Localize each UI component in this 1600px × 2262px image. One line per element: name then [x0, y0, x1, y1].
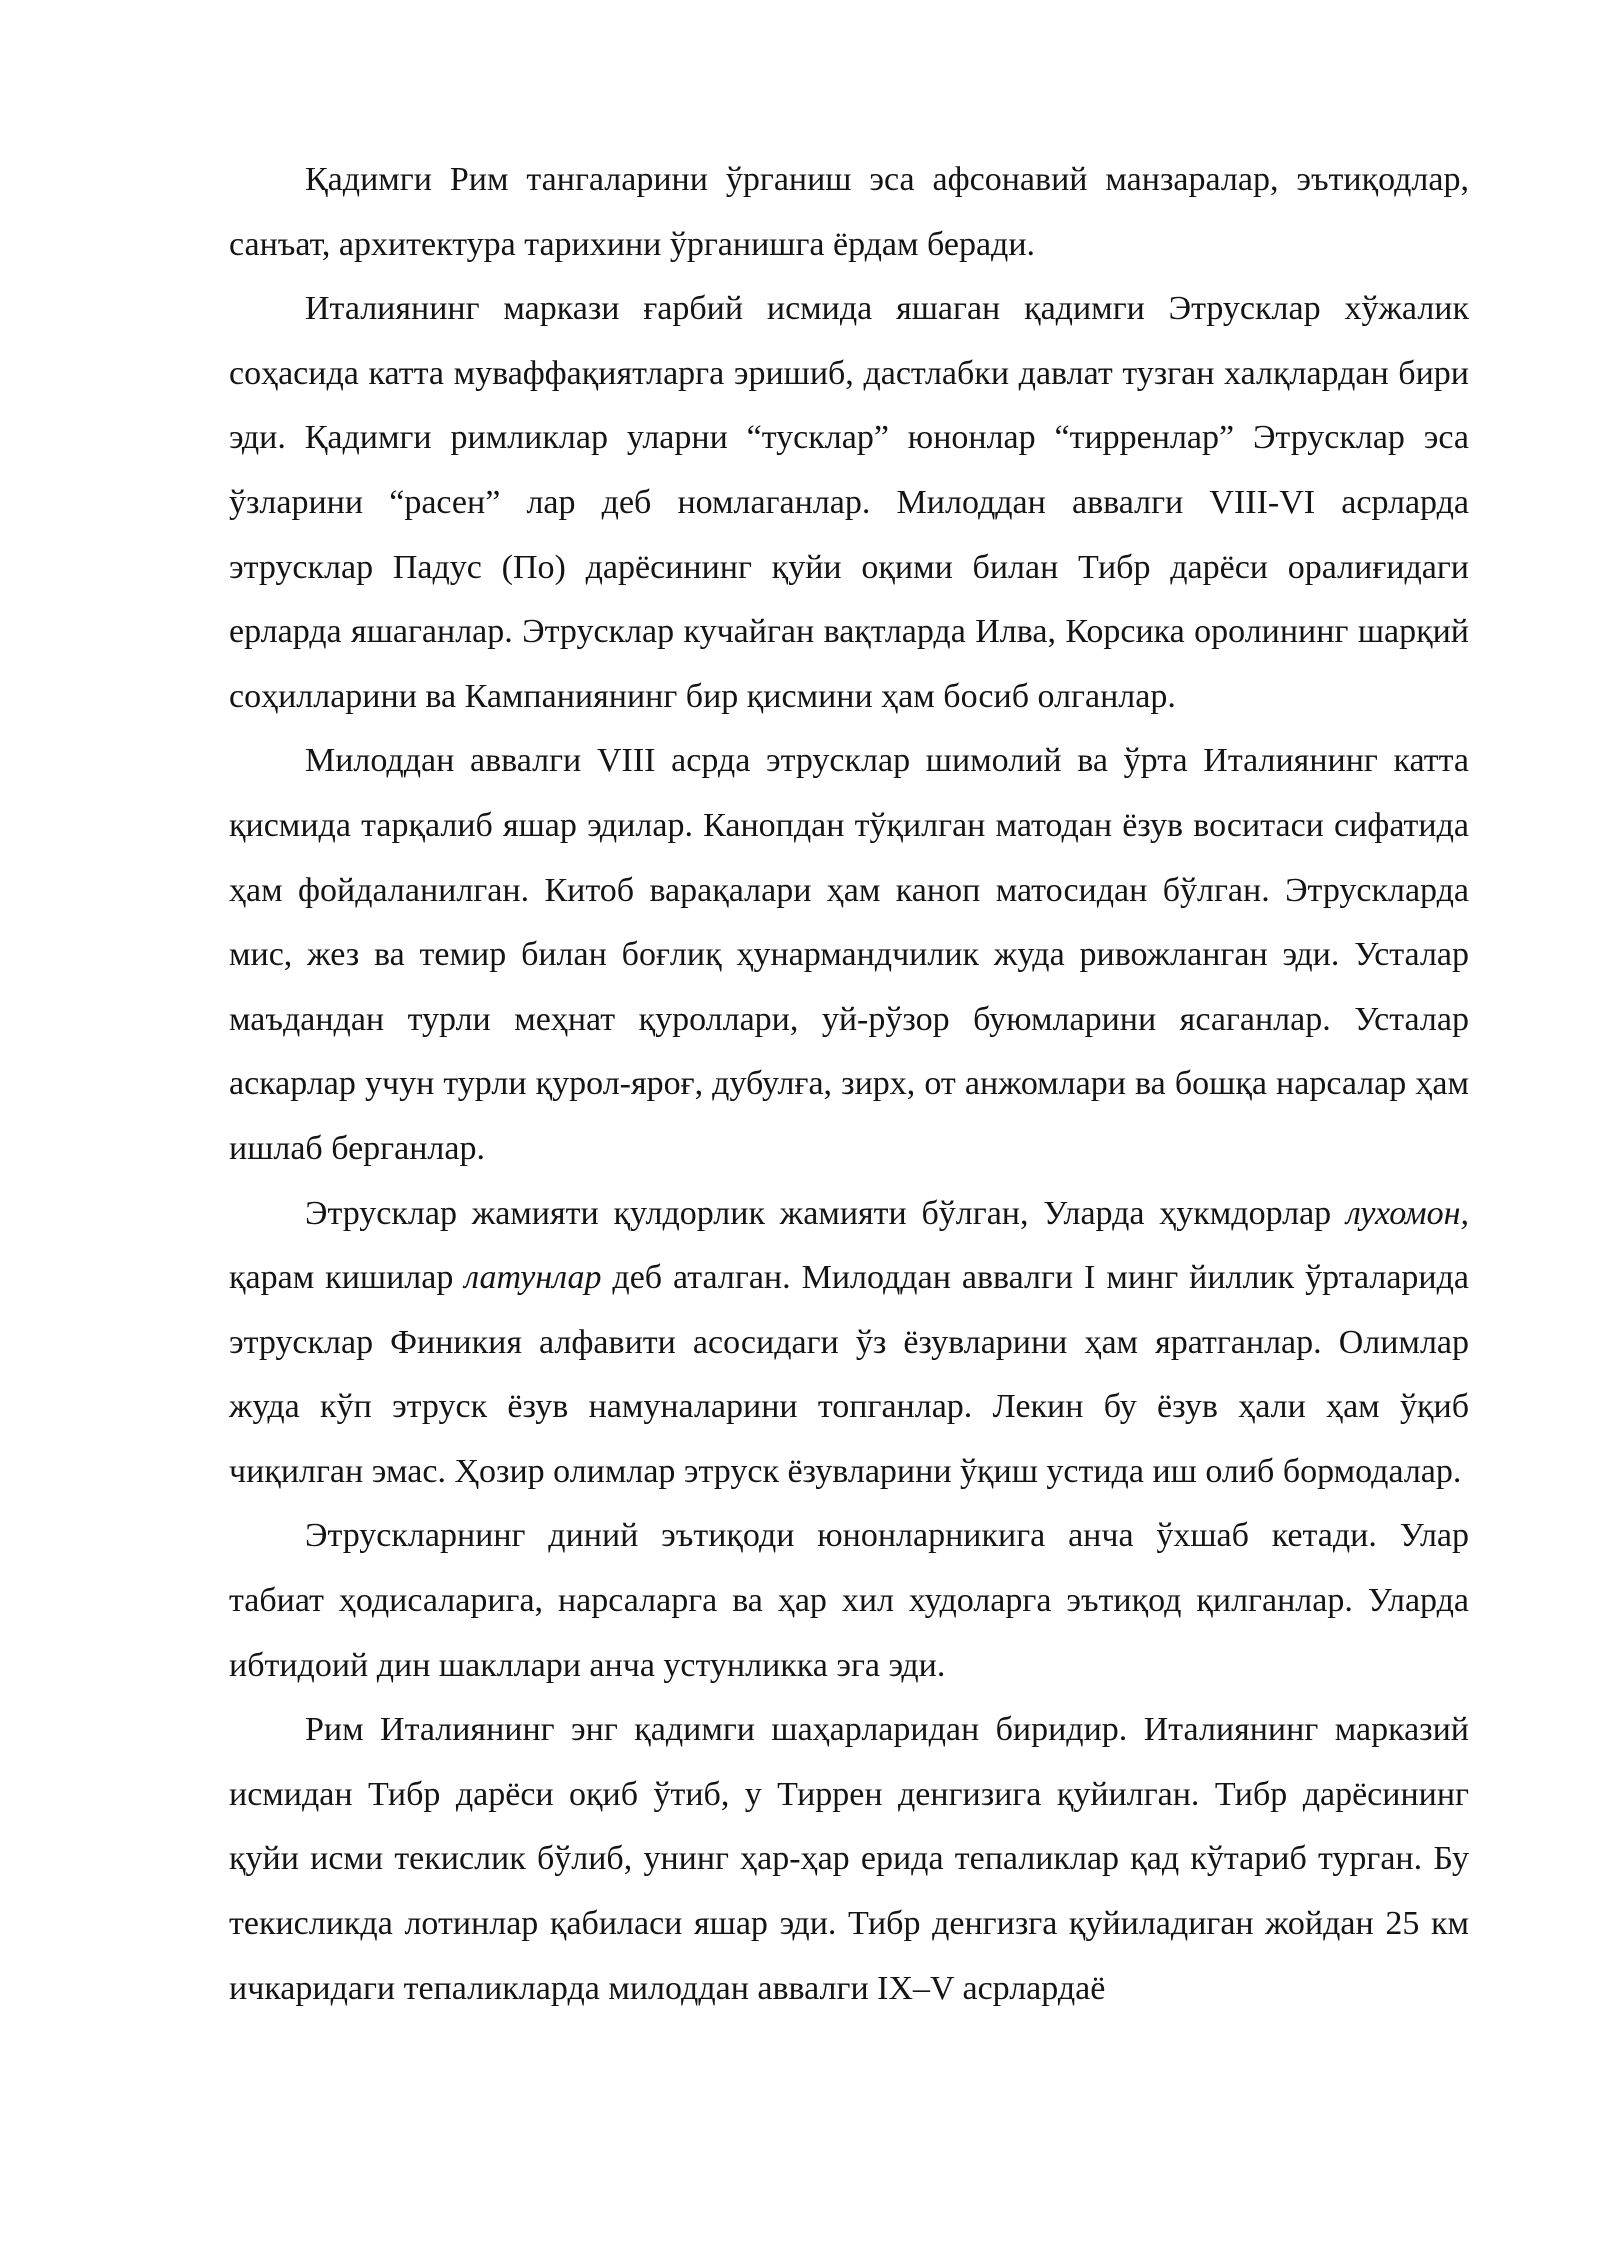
paragraph-3 — [229, 729, 1469, 1181]
paragraph-2 — [229, 277, 1469, 729]
paragraph-text: Қадимги Рим тангаларини ўрганиш эса афсонавий манзаралар, эътиқодлар, санъат, архитектура тарихини ўрганишга ёрдам беради. — [229, 161, 1469, 263]
paragraph-4 — [229, 1182, 1469, 1505]
paragraph-text: Этрускларнинг диний эътиқоди юнонларникига анча ўхшаб кетади. Улар табиат ҳодисаларига, нарсаларга ва ҳар хил худоларга эътиқод қилганлар. Уларда ибтидоий дин шакллари анча устунликка эга эди. — [229, 1517, 1469, 1684]
paragraph-text: Рим Италиянинг энг қадимги шаҳарларидан биридир. Италиянинг марказий исмидан Тибр дарёси оқиб ўтиб, у Тиррен денгизига қуйилган. Тибр дарёсининг қуйи исми текислик бўлиб, унинг ҳар-ҳар ерида тепаликлар қад кўтариб турган. Бу текисликда лотинлар қабиласи яшар эди. Тибр денгизга қуйиладиган жойдан 25 км ичкаридаги тепаликларда милоддан аввалги IX–V асрлардаё — [229, 1711, 1469, 2007]
document-page — [229, 148, 1469, 2021]
paragraph-text: Италиянинг маркази ғарбий исмида яшаган қадимги Этрусклар хўжалик соҳасида катта муваффақиятларга эришиб, дастлабки давлат тузган халқлардан бири эди. Қадимги римликлар уларни “тусклар” юнонлар “тирренлар” Этрусклар эса ўзларини “расен” лар деб номлаганлар. Милоддан аввалги VIII-VI асрларда этрусклар Падус (По) дарёсининг қуйи оқими билан Тибр дарёси оралиғидаги ерларда яшаганлар. Этрусклар кучайган вақтларда Илва, Корсика оролининг шарқий соҳилларини ва Кампаниянинг бир қисмини ҳам босиб олганлар. — [229, 290, 1469, 715]
italic-term-latunlar: латунлар — [464, 1259, 602, 1297]
paragraph-text: деб аталган. Милоддан аввалги I минг йиллик ўрталарида этрусклар Финикия алфавити асосидаги ўз ёзувларини ҳам яратганлар. Олимлар жуда кўп этруск ёзув намуналарини топганлар. Лекин бу ёзув ҳали ҳам ўқиб чиқилган эмас. Ҳозир олимлар этруск ёзувларини ўқиш устида иш олиб бормодалар. — [229, 1259, 1470, 1490]
paragraph-1 — [229, 148, 1469, 277]
paragraph-5 — [229, 1504, 1469, 1698]
paragraph-6 — [229, 1698, 1469, 2021]
paragraph-text: қарам кишилар — [229, 1259, 465, 1297]
paragraph-text: Этрусклар жамияти қулдорлик жамияти бўлган, Уларда ҳукмдорлар — [305, 1194, 1346, 1232]
italic-term-lukhomon: лухомон, — [1345, 1194, 1469, 1232]
paragraph-text: Милоддан аввалги VIII асрда этрусклар шимолий ва ўрта Италиянинг катта қисмида тарқалиб яшар эдилар. Канопдан тўқилган матодан ёзув воситаси сифатида ҳам фойдаланилган. Китоб варақалари ҳам каноп матосидан бўлган. Этрускларда мис, жез ва темир билан боғлиқ ҳунармандчилик жуда ривожланган эди. Усталар маъдандан турли меҳнат қуроллари, уй-рўзор буюмларини ясаганлар. Усталар аскарлар учун турли қурол-яроғ, дубулға, зирх, от анжомлари ва бошқа нарсалар ҳам ишлаб берганлар. — [229, 742, 1469, 1167]
